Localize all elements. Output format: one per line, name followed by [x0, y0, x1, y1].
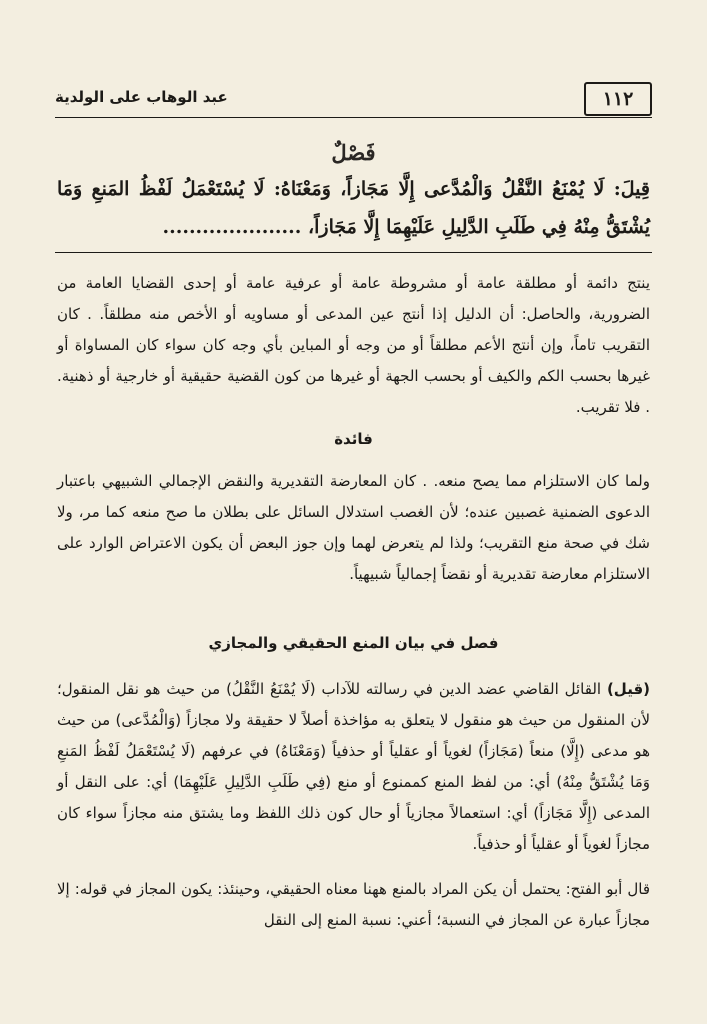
running-title: عبد الوهاب على الولدية — [55, 88, 228, 106]
commentary-paragraph-3 — [57, 674, 650, 860]
matn-text: قِيلَ: لَا يُمْنَعُ النَّقْلُ وَالْمُدَّعى إِلَّا مَجَازاً، وَمَعْنَاهُ: لَا يُسْتَعْمَلُ لَفْظُ المَنعِ وَمَا يُشْتَقُّ مِنْهُ فِي طَلَبِ الدَّلِيلِ عَلَيْهِمَا إِلَّا مَجَازاً، ..................... — [57, 178, 650, 238]
page-number: ١١٢ — [584, 82, 652, 116]
paragraph-text: ولما كان الاستلزام مما يصح منعه. . كان المعارضة التقديرية والنقض الإجمالي الشبيهي باعتبار الدعوى الضمنية غصبين عنده؛ لأن الغصب استدلال السائل على بطلان ما صح منعه كما مر، ولا شك في صحة منع التقريب؛ ولذا لم يتعرض لهما وإن جوز البعض أن يكون الاعتراض الوارد على الاستلزام معارضة تقديرية أو نقضاً إجمالياً شبيهياً. — [57, 472, 650, 583]
commentary-paragraph-4 — [57, 874, 650, 936]
commentary-paragraph-2 — [57, 466, 650, 590]
paragraph-body: القائل القاضي عضد الدين في رسالته للآداب (لَا يُمْنَعُ النَّقْلُ) من حيث هو نقل المنقول؛ لأن المنقول من حيث هو منقول لا يتعلق به مؤاخذة أصلاً لا حقيقة ولا مجازاً (وَالْمُدَّعى) من حيث هو مدعى (إِلَّا) منعاً (مَجَازاً) لغوياً أو عقلياً أو حذفياً (وَمَعْنَاهُ) في عرفهم (لَا يُسْتَعْمَلُ لَفْظُ المَنعِ وَمَا يُشْتَقُّ مِنْهُ) أي: من لفظ المنع كممنوع أو منع (فِي طَلَبِ الدَّلِيلِ عَلَيْهِمَا) أي: على النقل أو المدعى (إِلَّا مَجَازاً) أي: استعمالاً مجازياً أو حال كون ذلك اللفظ وما يشتق منه مجازاً سواء كان مجازاً لغوياً أو عقلياً أو حذفياً. — [57, 680, 650, 853]
heading-fawaid: فائدة — [334, 430, 373, 448]
matn-divider — [55, 252, 652, 253]
paragraph-text: ينتج دائمة أو مطلقة عامة أو مشروطة عامة أو عرفية عامة أو إحدى القضايا العامة من الضرورية، والحاصل: أن الدليل إذا أنتج عين المدعى أو مساويه أو الأخص منه مطلقاً. . كان التقريب تاماً، وإن أنتج الأعم مطلقاً أو من وجه أو المباين بأي وجه كان سواء كان المساواة أو غيرها بحسب الكم والكيف أو بحسب الجهة أو غيرها من كون القضية حقيقية أو خارجية أو ذهنية. . فلا تقريب. — [57, 274, 650, 416]
section-heading: فصل في بيان المنع الحقيقي والمجازي — [208, 634, 499, 652]
paragraph-text — [57, 674, 650, 860]
paragraph-text: قال أبو الفتح: يحتمل أن يكن المراد بالمنع ههنا معناه الحقيقي، وحينئذ: يكون المجاز في قوله: إلا مجازاً عبارة عن المجاز في النسبة؛ أعني: نسبة المنع إلى النقل — [57, 880, 650, 929]
commentary-paragraph-1 — [57, 268, 650, 423]
quoted-lead: (قيل) — [606, 680, 650, 698]
running-header — [55, 82, 652, 116]
matn-section-title: فَصْلٌ — [331, 140, 376, 165]
header-divider — [55, 117, 652, 118]
